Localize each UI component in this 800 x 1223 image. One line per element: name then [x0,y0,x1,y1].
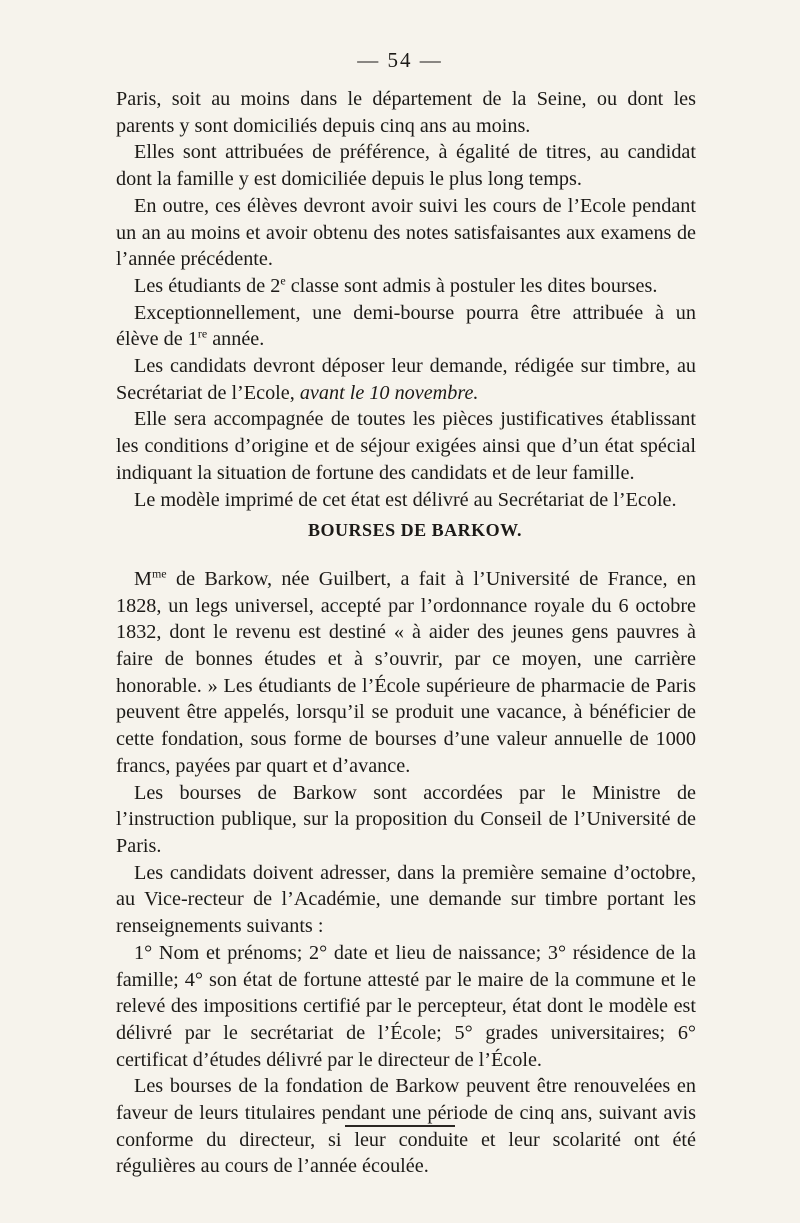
paragraph-text: M [134,567,152,590]
paragraph-text: classe sont admis à postuler les dites bourses. [285,274,658,297]
paragraph-text: Les étudiants de 2 [134,274,281,297]
superscript: e [280,273,286,288]
paragraph: En outre, ces élèves devront avoir suivi les cours de l’Ecole pendant un an au moins et avoir obtenu des notes satisfaisantes aux examens de l’année précédente. [116,194,696,271]
paragraph: Elle sera accompagnée de toutes les pièces justificatives établissant les conditions d’origine et de séjour exigées ainsi que d’un état spécial indiquant la situation de fortune des candidats et de leur famille. [116,408,696,484]
paragraph: Les bourses de Barkow sont accordées par le Ministre de l’instruction publique, sur la proposition du Conseil de l’Université de Paris. [116,781,696,857]
body-text [116,86,696,1180]
paragraph: Elles sont attribuées de préférence, à égalité de titres, au candidat dont la famille y est domiciliée depuis le plus long temps. [116,141,696,191]
section-heading: BOURSES DE BARKOW. [308,520,522,541]
superscript: re [197,326,208,341]
paragraph [116,566,696,780]
paragraph: Les bourses de la fondation de Barkow peuvent être renouvelées en faveur de leurs titulaires pendant une période de cinq ans, suivant avis conforme du directeur, si leur conduite et leur scolarité ont été régulières au cours de l’année écoulée. [116,1075,696,1178]
paragraph-text: Exceptionnellement, une demi-bourse pourra être attribuée à un élève de 1 [116,301,696,351]
paragraph: 1° Nom et prénoms; 2° date et lieu de naissance; 3° résidence de la famille; 4° son état de fortune attesté par le maire de la commune et le relevé des impositions certifié par le percepteur, état dont le modèle est délivré par le secrétariat de l’École; 5° grades universitaires; 6° certificat d’études délivré par le directeur de l’École. [116,941,696,1071]
paragraph [116,300,696,353]
paragraph: Le modèle imprimé de cet état est délivré au Secrétariat de l’Ecole. [134,488,677,511]
superscript: me [151,566,167,581]
deadline-text: avant le 10 novembre. [299,381,479,404]
paragraph-text: Les candidats devront déposer leur demande, rédigée sur timbre, au Secrétariat de l’Ecole, [116,355,696,404]
paragraph-text: année. [207,328,265,351]
paragraph [116,273,696,300]
paragraph-text: de Barkow, née Guilbert, a fait à l’Université de France, en 1828, un legs universel, accepté par l’ordonnance royale du 6 octobre 1832, dont le revenu est destiné « à aider des jeunes gens pauvres à faire de bonnes études et à s’ouvrir, par ce moyen, une carrière honorable. » Les étudiants de l’École supérieure de pharmacie de Paris peuvent être appelés, lorsqu’il se produit une vacance, à bénéficier de cette fondation, sous forme de bourses d’une valeur annuelle de 1000 francs, payées par quart et d’avance. [116,567,696,777]
closing-rule [345,1125,455,1127]
paragraph: Les candidats doivent adresser, dans la première semaine d’octobre, au Vice-recteur de l’Académie, une demande sur timbre portant les renseignements suivants : [116,861,696,938]
page-number: — 54 — [357,48,443,72]
paragraph: Paris, soit au moins dans le département de la Seine, ou dont les parents y sont domiciliés depuis cinq ans au moins. [116,88,696,137]
paragraph [116,353,696,406]
